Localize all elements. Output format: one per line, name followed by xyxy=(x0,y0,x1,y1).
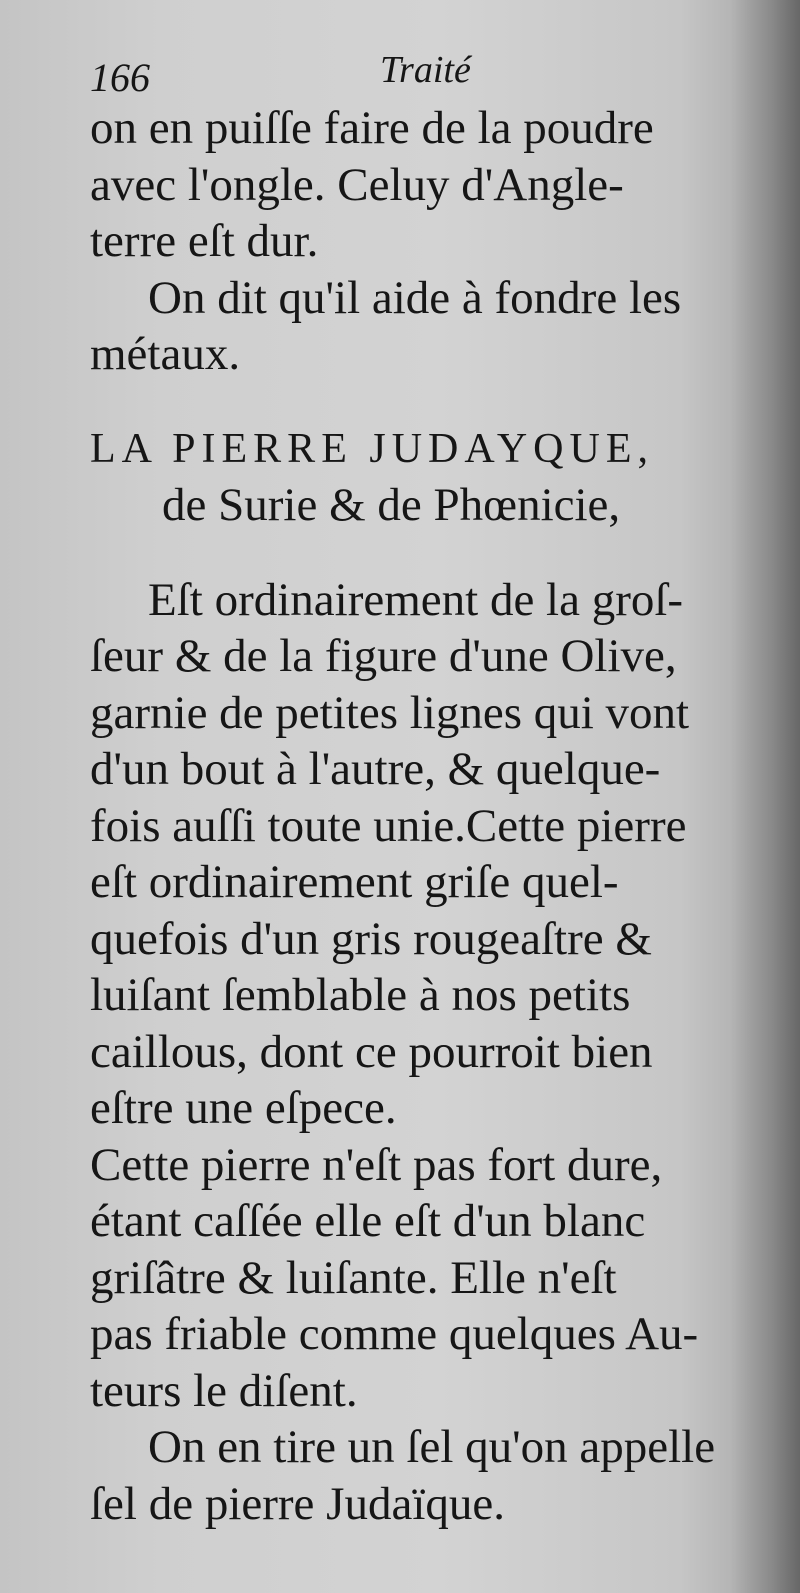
text-line: eſt ordinairement griſe quel- xyxy=(90,856,619,908)
text-line: luiſant ſemblable à nos petits xyxy=(90,969,631,1021)
page-number: 166 xyxy=(90,55,150,100)
text-line: eſtre une eſpece. xyxy=(90,1082,397,1134)
heading-title: LA PIERRE JUDAYQUE, xyxy=(90,425,654,472)
text-line: garnie de petites lignes qui vont xyxy=(90,686,690,739)
paragraph-4 xyxy=(90,1137,755,1420)
text-line: pas friable comme quelques Au- xyxy=(90,1308,699,1360)
text-line: étant caſſée elle eſt d'un blanc xyxy=(90,1195,646,1247)
paragraph-5 xyxy=(90,1419,755,1532)
section-heading xyxy=(90,421,755,534)
text-line: d'un bout à l'autre, & quelque- xyxy=(90,743,661,795)
text-line: ſel de pierre Judaïque. xyxy=(90,1477,505,1530)
text-line: On dit qu'il aide à fondre les xyxy=(148,271,682,324)
paragraph-3 xyxy=(90,572,755,1137)
text-line: on en puiſſe faire de la poudre xyxy=(90,102,654,154)
heading-subtitle: de Surie & de Phœnicie, xyxy=(162,479,621,531)
text-line: ſeur & de la figure d'une Olive, xyxy=(90,630,677,682)
page-body xyxy=(90,100,755,1532)
paragraph-1 xyxy=(90,100,755,270)
text-line: teurs le diſent. xyxy=(90,1364,358,1417)
text-line: métaux. xyxy=(90,328,241,380)
running-title: Traité xyxy=(380,49,471,91)
text-line: avec l'ongle. Celuy d'Angle- xyxy=(90,158,624,211)
page-header xyxy=(90,48,730,98)
paragraph-2 xyxy=(90,270,755,383)
text-line: terre eſt dur. xyxy=(90,215,319,267)
text-line: Cette pierre n'eſt pas fort dure, xyxy=(90,1138,663,1191)
text-line: griſâtre & luiſante. Elle n'eſt xyxy=(90,1251,617,1304)
text-line: fois auſſi toute unie.Cette pierre xyxy=(90,799,687,852)
text-line: caillous, dont ce pourroit bien xyxy=(90,1025,653,1078)
text-line: Eſt ordinairement de la groſ- xyxy=(148,573,684,626)
text-line: quefois d'un gris rougeaſtre & xyxy=(90,912,652,965)
text-line: On en tire un ſel qu'on appelle xyxy=(148,1421,716,1473)
